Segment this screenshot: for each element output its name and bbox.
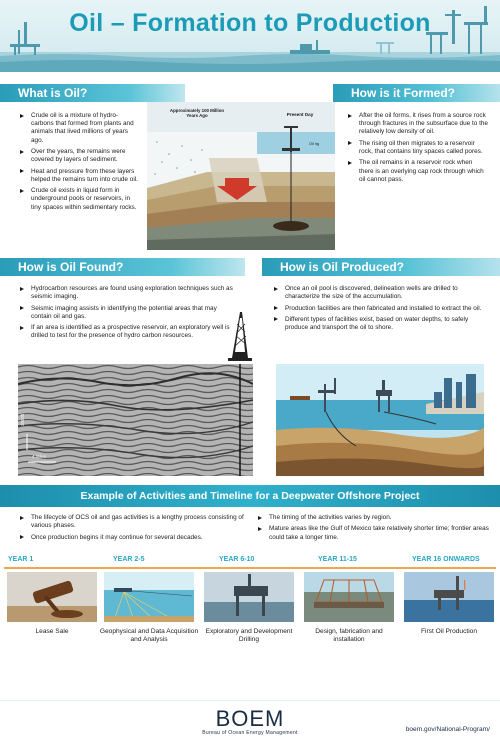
phase-caption: Exploratory and Development Drilling <box>205 628 293 644</box>
list-item: Once production begins it may continue for several decades. <box>20 534 245 542</box>
how-found-list <box>20 285 238 344</box>
how-formed-list <box>348 112 488 187</box>
photo-drilling <box>204 572 294 622</box>
list-item: Crude oil exists in liquid form in underground pools or reservoirs, in tiny spaces within sedimentary rocks. <box>20 187 140 212</box>
formation-diagram <box>147 102 335 250</box>
list-item: The lifecycle of OCS oil and gas activities is a lengthy process consisting of various phases. <box>20 514 245 530</box>
boem-logo-mark: BOEM <box>215 706 285 731</box>
photo-fabrication <box>304 572 394 622</box>
photo-geophysical <box>104 572 194 622</box>
section-heading-how-found: How is Oil Found? <box>0 258 245 276</box>
list-item: Production facilities are then fabricated and installed to extract the oil. <box>274 305 492 313</box>
production-illustration <box>276 364 484 476</box>
list-item: Different types of facilities exist, based on water depths, to safely produce and transport the oil to shore. <box>274 316 492 332</box>
year-label: YEAR 11-15 <box>318 556 357 563</box>
section-heading-how-produced: How is Oil Produced? <box>262 258 500 276</box>
list-item: Once an oil pool is discovered, delineation wells are drilled to characterize the size of the accumulation. <box>274 285 492 301</box>
how-produced-list <box>274 285 492 336</box>
phase-caption: First Oil Production <box>420 628 478 635</box>
list-item: Seismic imaging assists in identifying the potential areas that may contain oil and gas. <box>20 305 238 321</box>
photo-first-oil <box>404 572 494 622</box>
year-label: YEAR 16 ONWARDS <box>412 556 480 563</box>
timeline-line <box>4 567 496 569</box>
boem-logo <box>200 706 300 736</box>
what-is-oil-list <box>20 112 140 215</box>
header-banner <box>0 0 500 72</box>
list-item: The rising oil then migrates to a reservoir rock, that contains tiny spaces called pores. <box>348 140 488 156</box>
footer-url[interactable]: boem.gov/National-Program/ <box>405 726 490 733</box>
section-heading-how-formed: How is it Formed? <box>333 84 500 102</box>
year-label: YEAR 2-5 <box>113 556 145 563</box>
photo-lease-sale <box>7 572 97 622</box>
list-item: After the oil forms, it rises from a source rock through fractures in the subsurface due to the relatively low density of oil. <box>348 112 488 137</box>
list-item: If an area is identified as a prospective reservoir, an exploratory well is drilled to test for the presence of hydro carbon resources. <box>20 324 238 340</box>
list-item: Heat and pressure from these layers helped the remains turn into crude oil. <box>20 168 140 184</box>
list-item: Hydrocarbon resources are found using exploration techniques such as seismic imaging. <box>20 285 238 301</box>
phase-caption: Geophysical and Data Acquisition and Analysis <box>99 628 199 644</box>
drilling-rig-icon <box>228 312 252 364</box>
list-item: The timing of the activities varies by region. <box>258 514 493 522</box>
page-title: Oil – Formation to Production <box>69 9 431 37</box>
phase-caption: Lease Sale <box>35 628 69 635</box>
seismic-image <box>18 364 253 476</box>
footer-divider <box>0 700 500 701</box>
seismic-scale-horizontal: 4 miles <box>32 454 46 459</box>
phase-caption: Design, fabrication and installation <box>315 628 383 644</box>
list-item: Mature areas like the Gulf of Mexico take relatively shorter time; frontier areas could take a longer time. <box>258 525 493 541</box>
seismic-scale-vertical: 2000ft <box>20 413 25 426</box>
diagram-label-past: Approximately 100 Million Years Ago <box>169 108 225 118</box>
section-heading-what-is-oil: What is Oil? <box>0 84 185 102</box>
list-item: Crude oil is a mixture of hydro-carbons that formed from plants and animals that lived millions of years ago. <box>20 112 140 145</box>
list-item: The oil remains in a reservoir rock when there is an overlying cap rock through which oil cannot pass. <box>348 159 488 184</box>
diagram-label-rig: Oil rig <box>309 142 319 146</box>
timeline-right-list <box>258 514 493 545</box>
list-item: Over the years, the remains were covered by layers of sediment. <box>20 148 140 164</box>
timeline-years <box>0 556 500 570</box>
diagram-label-present: Present Day <box>286 112 314 117</box>
year-label: YEAR 6-10 <box>219 556 255 563</box>
timeline-heading: Example of Activities and Timeline for a Deepwater Offshore Project <box>0 485 500 507</box>
boem-logo-subtitle: Bureau of Ocean Energy Management <box>202 730 298 736</box>
timeline-left-list <box>20 514 245 545</box>
year-label: YEAR 1 <box>8 556 34 563</box>
